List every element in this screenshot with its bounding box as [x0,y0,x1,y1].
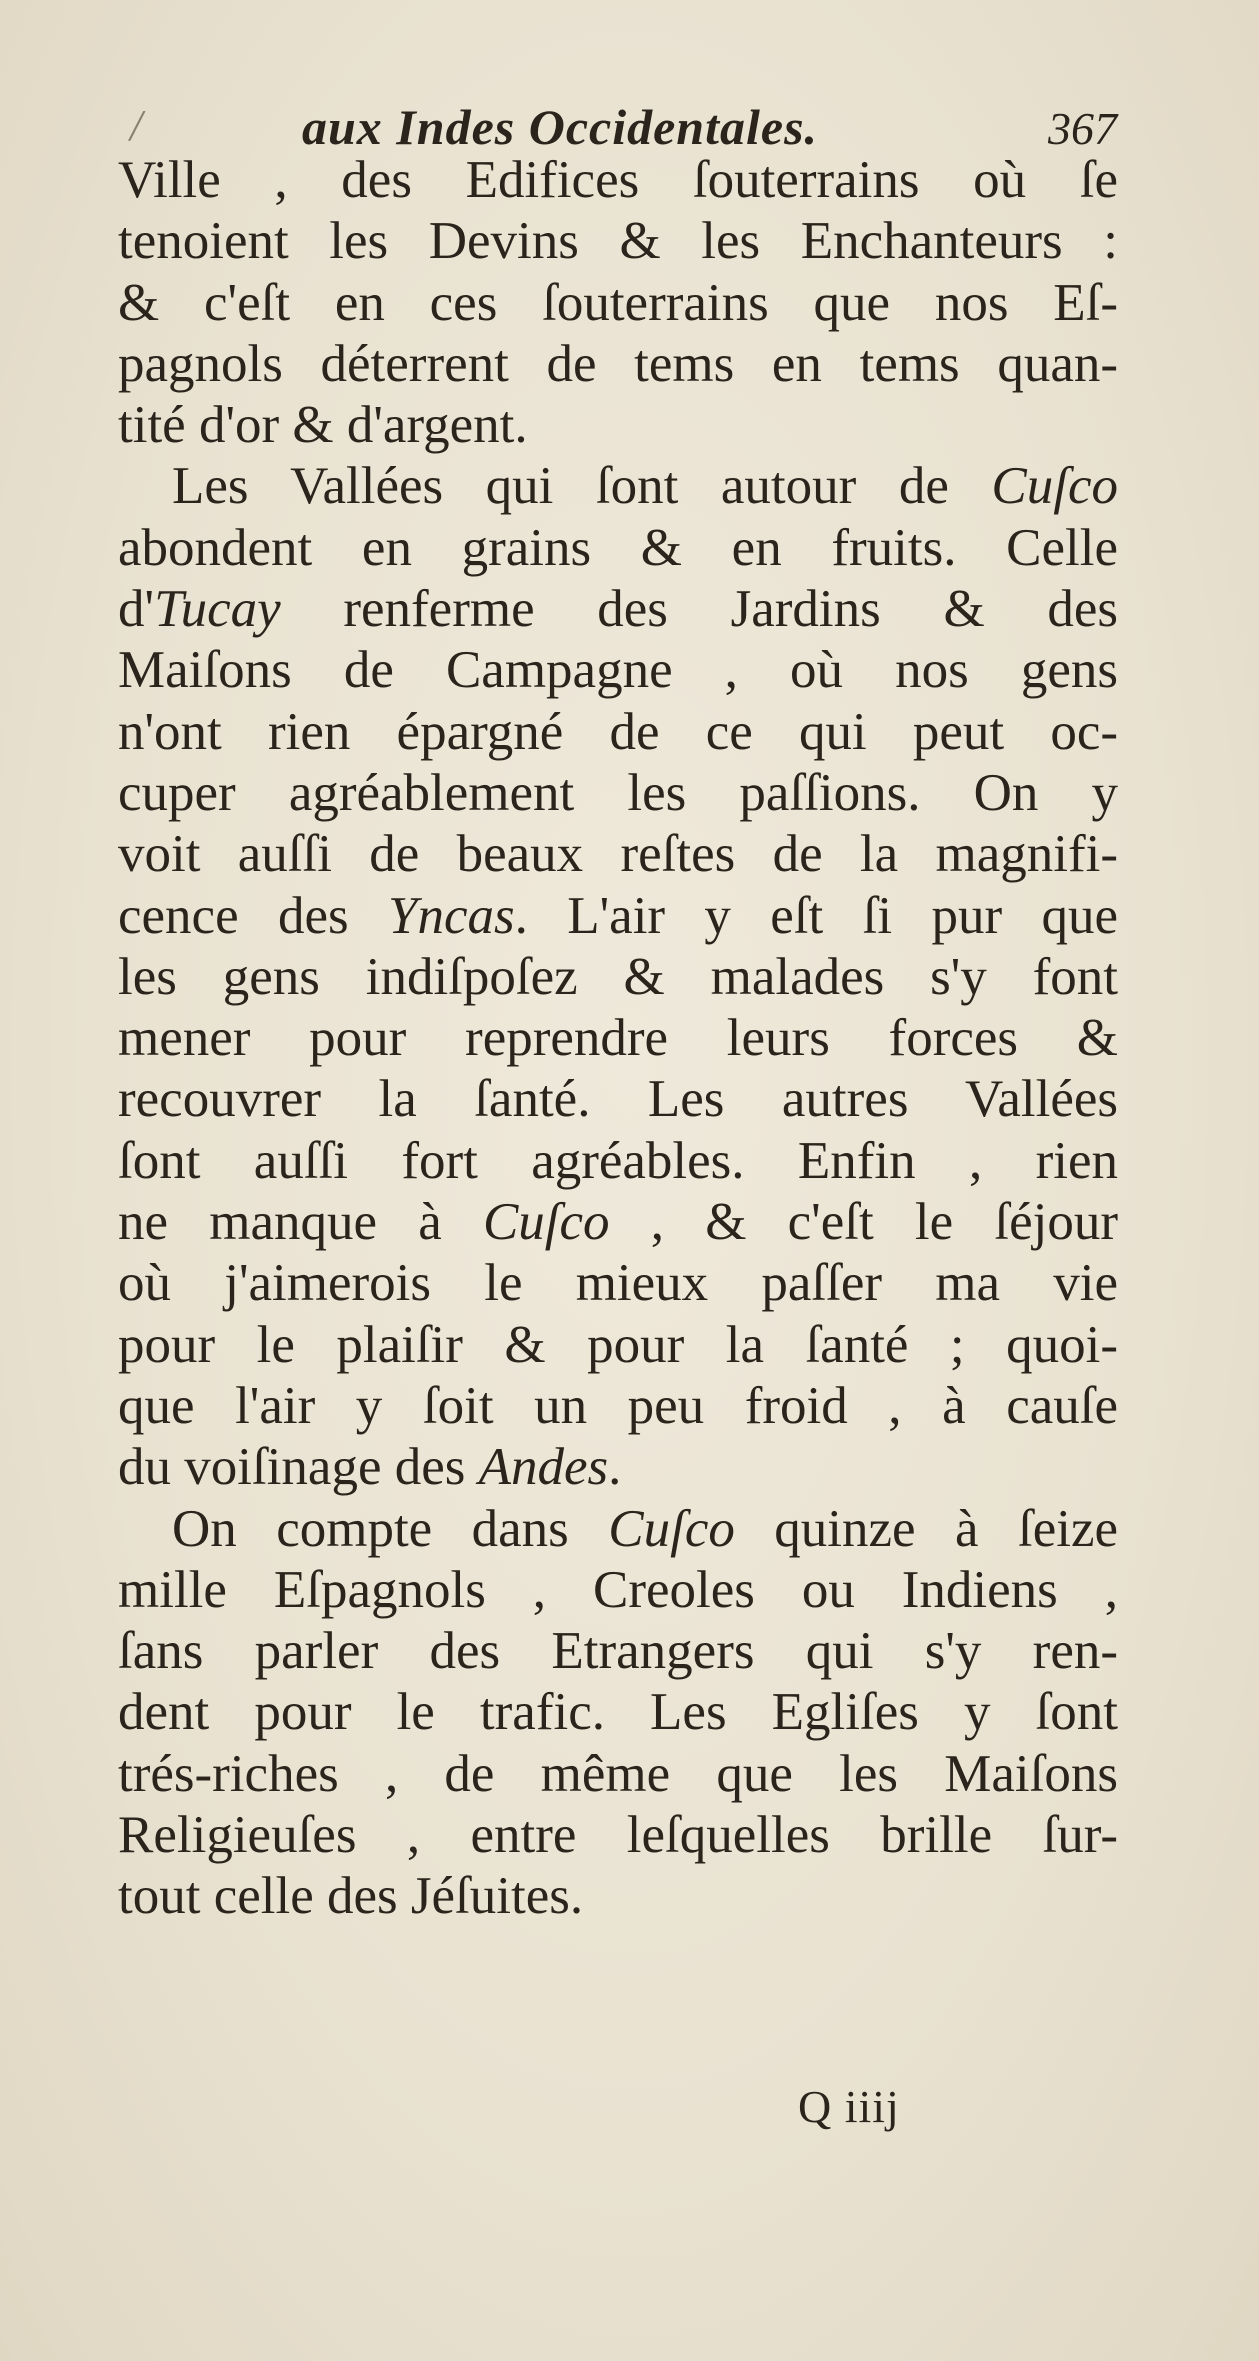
text-line: que l'air y ſoit un peu froid , à cauſe [118,1376,1118,1435]
text-line: tenoient les Devins & les Enchanteurs : [118,212,1118,271]
text-line: voit auſſi de beaux reſtes de la magnifi- [118,825,1118,884]
text-line: du voiſinage des Andes. [118,1438,622,1497]
body-text [118,150,1118,1928]
header-mark: / [130,101,143,150]
paragraph [118,456,1118,1498]
text-line: n'ont rien épargné de ce qui peut oc- [118,702,1118,761]
paragraph [118,1499,1118,1928]
signature-mark: Q iiij [798,2081,900,2132]
text-line: d'Tucay renferme des Jardins & des [118,580,1118,639]
text-line: ſont auſſi fort agréables. Enfin , rien [118,1131,1118,1190]
text-line: les gens indiſpoſez & malades s'y font [118,947,1118,1006]
running-title: aux Indes Occidentales. [302,99,819,155]
text-line: Religieuſes , entre leſquelles brille ſur- [118,1806,1118,1865]
text-line: & c'eſt en ces ſouterrains que nos Eſ- [118,273,1118,332]
text-line: recouvrer la ſanté. Les autres Vallées [118,1070,1118,1129]
text-line: tité d'or & d'argent. [118,396,528,455]
italic-name: Tucay [154,580,281,639]
text-line: Les Vallées qui ſont autour de Cuſco [172,457,1118,516]
text-line: cuper agréablement les paſſions. On y [118,763,1118,822]
text-line: dent pour le trafic. Les Egliſes y ſont [118,1683,1118,1742]
text-line: Maiſons de Campagne , où nos gens [118,641,1118,700]
italic-name: Cuſco [482,1193,610,1252]
text-line: pour le plaiſir & pour la ſanté ; quoi- [118,1315,1118,1374]
text-line: où j'aimerois le mieux paſſer ma vie [118,1254,1118,1313]
text-line: trés-riches , de même que les Maiſons [118,1744,1118,1803]
text-line: Ville , des Edifices ſouterrains où ſe [118,151,1118,209]
text-line: pagnols déterrent de tems en tems quan- [118,334,1118,393]
paragraph [118,150,1118,456]
text-line: abondent en grains & en fruits. Celle [118,518,1118,577]
italic-name: Yncas [387,886,515,945]
text-line: On compte dans Cuſco quinze à ſeize [172,1499,1118,1558]
page-number: 367 [1048,103,1117,154]
text-line: cence des Yncas. L'air y eſt ſi pur que [118,886,1118,945]
text-line: mille Eſpagnols , Creoles ou Indiens , [118,1560,1118,1619]
text-line: ſans parler des Etrangers qui s'y ren- [118,1622,1118,1681]
text-line: tout celle des Jéſuites. [118,1867,584,1926]
text-line: ne manque à Cuſco , & c'eſt le ſéjour [118,1193,1118,1252]
italic-name: Andes [478,1438,609,1497]
italic-name: Cuſco [991,457,1118,516]
text-line: mener pour reprendre leurs forces & [118,1009,1118,1068]
italic-name: Cuſco [608,1499,735,1558]
